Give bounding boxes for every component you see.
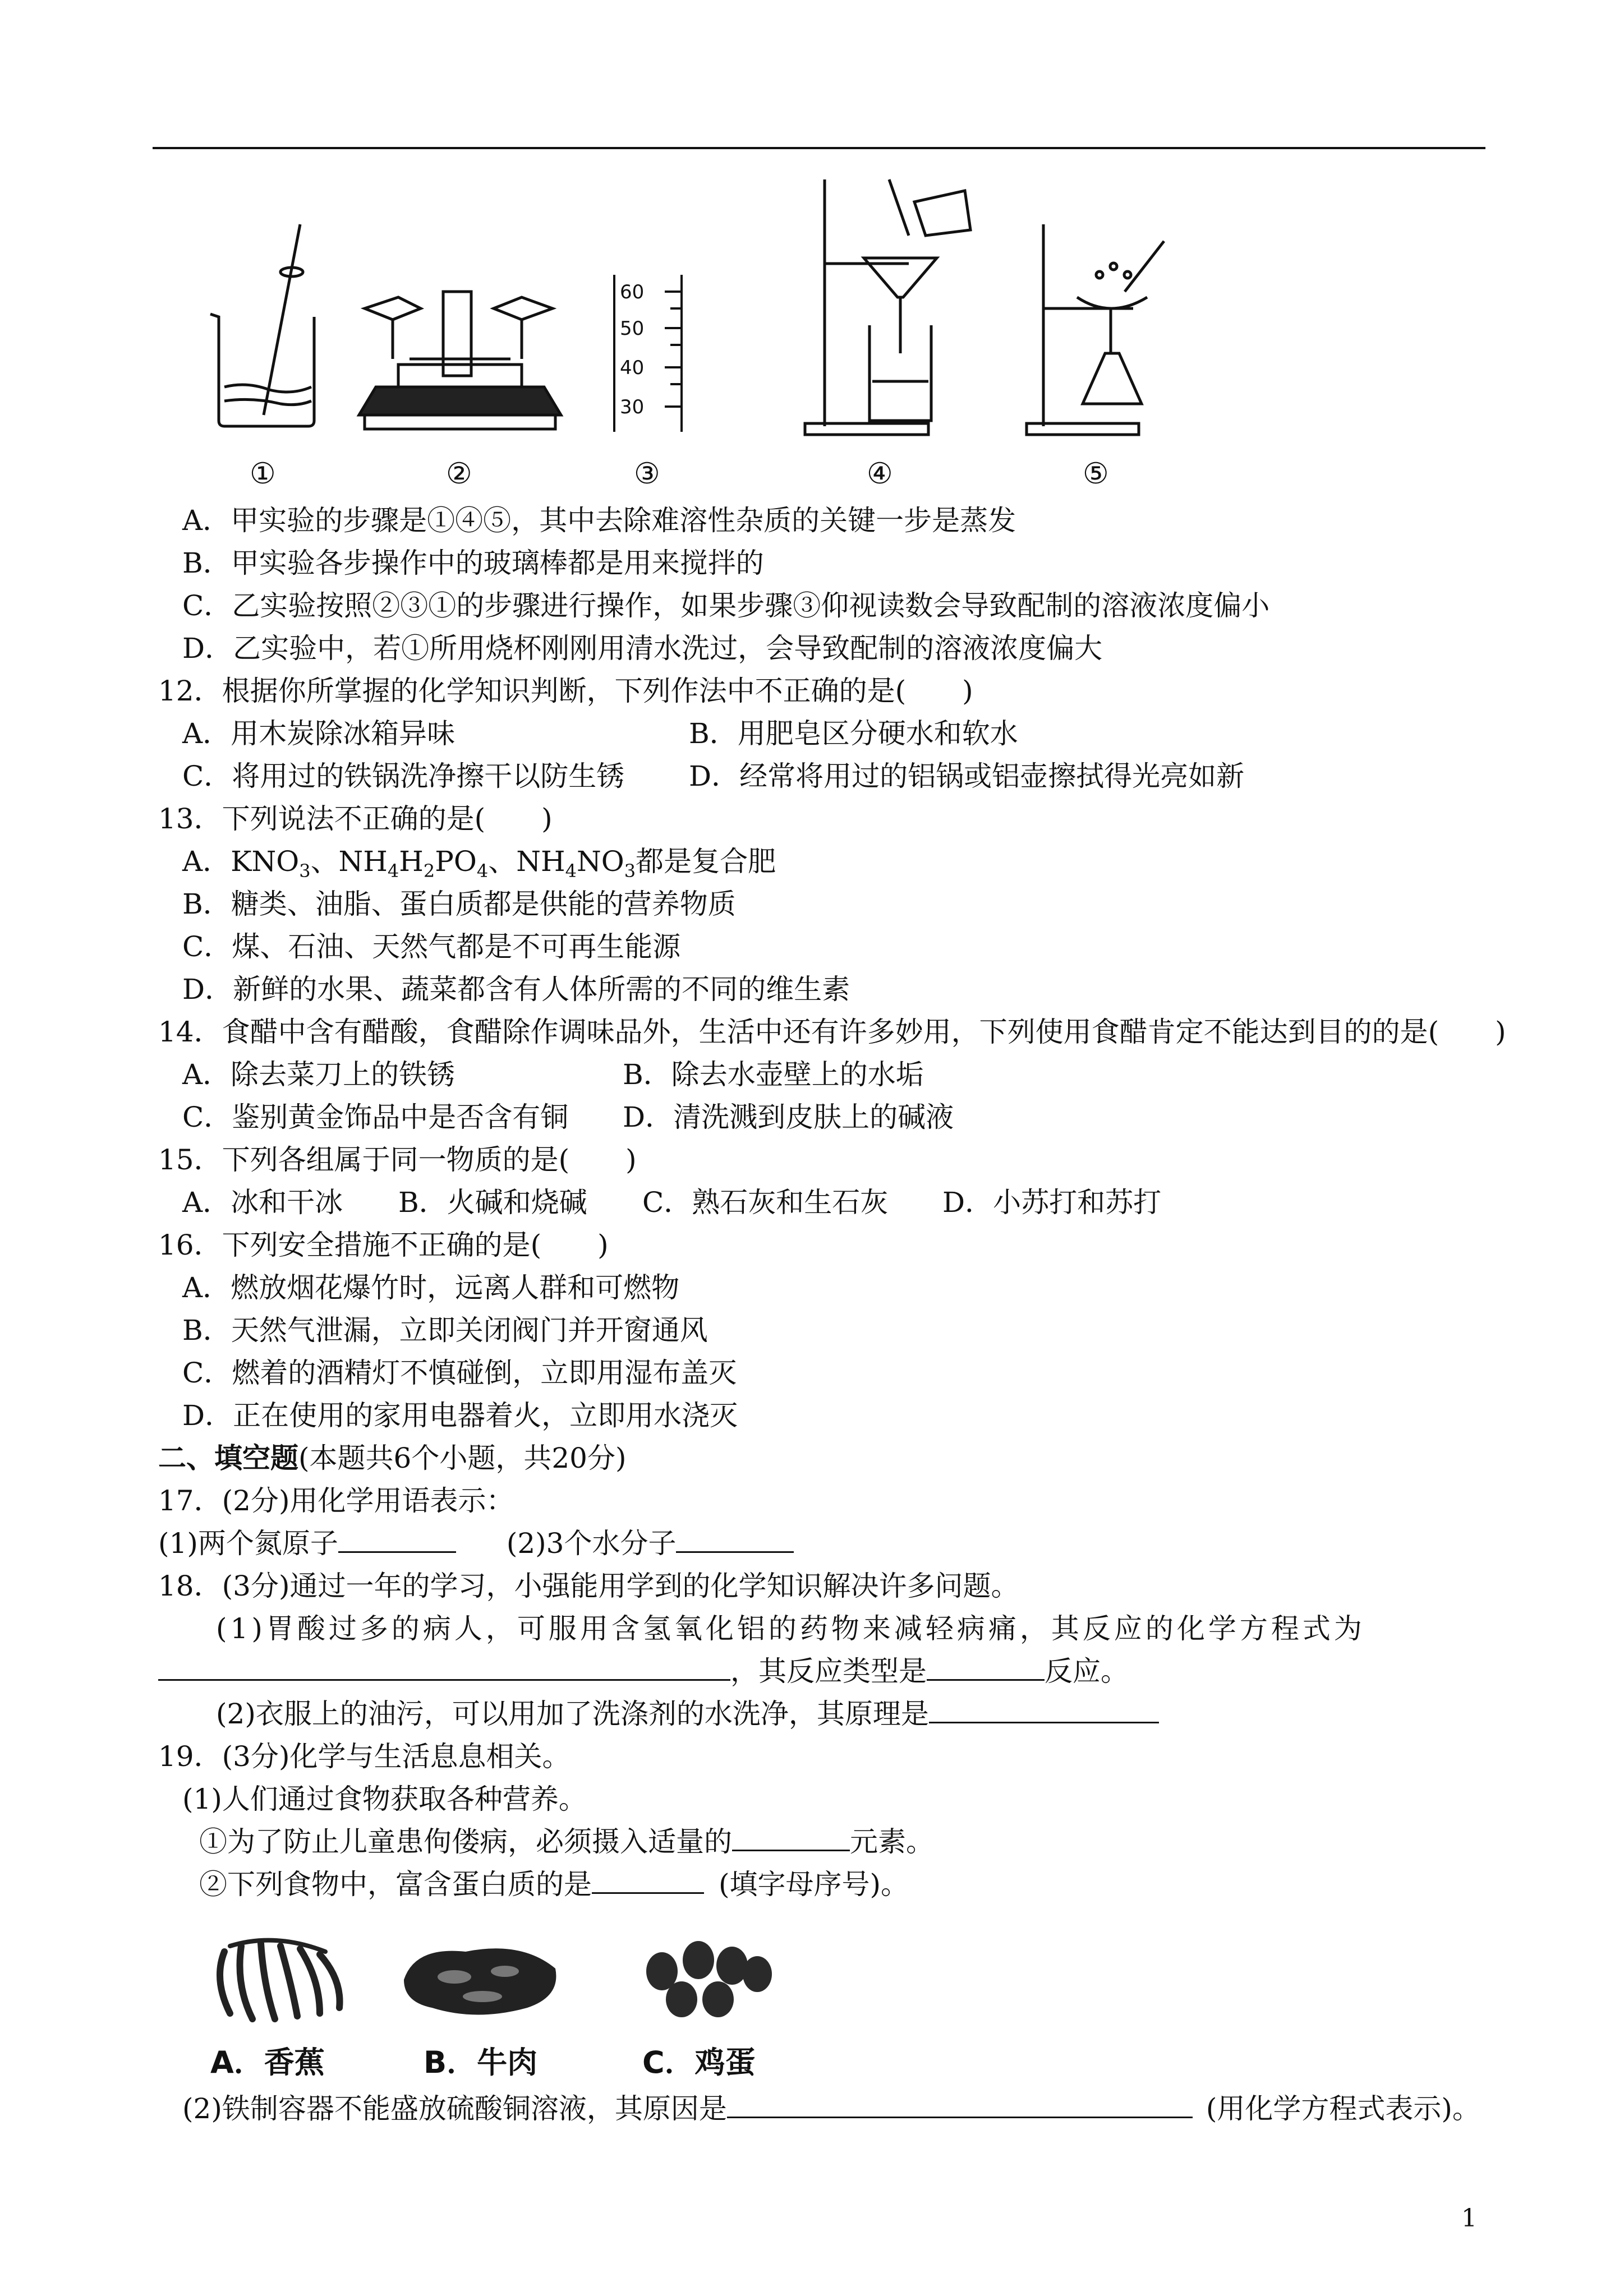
q19-part1: (1)人们通过食物获取各种营养。 [182, 1783, 587, 1815]
q12-option-d: D．经常将用过的铝锅或铝壶擦拭得光亮如新 [689, 760, 1245, 792]
q15-option-d: D．小苏打和苏打 [942, 1186, 1162, 1219]
q19-sub2: ②下列食物中，富含蛋白质的是 (填字母序号)。 [199, 1868, 909, 1901]
q15-option-a: A．冰和干冰 [182, 1186, 343, 1219]
q11-option-a: A．甲实验的步骤是①④⑤，其中去除难溶性杂质的关键一步是蒸发 [182, 504, 1016, 537]
q17-parts: (1)两个氮原子 (2)3个水分子 [158, 1527, 794, 1560]
graduated-cylinder-figure [609, 275, 693, 432]
q13-option-b: B．糖类、油脂、蛋白质都是供能的营养物质 [182, 888, 736, 920]
balance-scale-figure [353, 275, 567, 432]
answer-blank[interactable] [732, 1825, 850, 1851]
answer-blank[interactable] [927, 1654, 1045, 1681]
beaker-stirring-figure [202, 219, 331, 432]
figure-label: ④ [867, 457, 893, 491]
q13-stem: 13．下列说法不正确的是( ) [158, 803, 553, 835]
q15-option-c: C．熟石灰和生石灰 [642, 1186, 889, 1219]
cylinder-tick: 50 [620, 317, 645, 340]
q19-part2: (2)铁制容器不能盛放硫酸铜溶液，其原因是 (用化学方程式表示)。 [182, 2092, 1480, 2125]
answer-blank[interactable] [727, 2092, 1193, 2118]
section-heading: 二、填空题(本题共6个小题，共20分) [158, 1441, 627, 1474]
q11-option-d: D．乙实验中，若①所用烧杯刚刚用清水洗过，会导致配制的溶液浓度偏大 [182, 632, 1103, 665]
figure-label: ③ [634, 457, 660, 491]
q13-option-a: A．$KNO_3$、$NH_4H_2PO_4$、$NH_4NO_3$都是复合肥 [182, 845, 776, 882]
filtration-apparatus-figure [802, 168, 987, 437]
q15-option-b: B．火碱和烧碱 [398, 1186, 587, 1219]
food-label-banana: A．香蕉 [210, 2045, 325, 2080]
egg-image [637, 1932, 777, 2022]
q16-option-b: B．天然气泄漏，立即关闭阀门并开窗通风 [182, 1314, 708, 1347]
figure-label: ⑤ [1083, 457, 1109, 491]
figure-label: ① [250, 457, 276, 491]
q11-option-b: B．甲实验各步操作中的玻璃棒都是用来搅拌的 [182, 547, 764, 579]
food-label-beef: B．牛肉 [424, 2045, 538, 2080]
q13-option-d: D．新鲜的水果、蔬菜都含有人体所需的不同的维生素 [182, 973, 850, 1006]
q13-option-c: C．煤、石油、天然气都是不可再生能源 [182, 930, 681, 963]
q18-part2: (2)衣服上的油污，可以用加了洗涤剂的水洗净，其原理是 [216, 1697, 1159, 1731]
q16-stem: 16．下列安全措施不正确的是( ) [158, 1229, 609, 1261]
q16-option-d: D．正在使用的家用电器着火，立即用水浇灭 [182, 1399, 738, 1432]
q14-option-d: D．清洗溅到皮肤上的碱液 [623, 1101, 954, 1133]
answer-blank[interactable] [338, 1527, 456, 1553]
banana-image [208, 1929, 348, 2025]
evaporation-apparatus-figure [1021, 219, 1184, 437]
q11-option-c: C．乙实验按照②③①的步骤进行操作，如果步骤③仰视读数会导致配制的溶液浓度偏小 [182, 589, 1270, 622]
q12-stem: 12．根据你所掌握的化学知识判断，下列作法中不正确的是( ) [158, 675, 973, 707]
q12-option-b: B．用肥皂区分硬水和软水 [689, 717, 1018, 750]
q14-option-c: C．鉴别黄金饰品中是否含有铜 [182, 1101, 569, 1133]
cylinder-tick: 30 [620, 396, 645, 418]
q12-option-a: A．用木炭除冰箱异味 [182, 717, 456, 750]
beef-image [393, 1929, 567, 2025]
q14-stem: 14．食醋中含有醋酸，食醋除作调味品外，生活中还有许多妙用，下列使用食醋肯定不能达到目的的是( ) [158, 1016, 1506, 1048]
q18-stem: 18．(3分)通过一年的学习，小强能用学到的化学知识解决许多问题。 [158, 1570, 1019, 1602]
header-rule [153, 147, 1485, 149]
figure-label: ② [446, 457, 472, 491]
q16-option-a: A．燃放烟花爆竹时，远离人群和可燃物 [182, 1271, 680, 1304]
answer-blank[interactable] [676, 1527, 794, 1553]
cylinder-tick: 60 [620, 281, 645, 303]
q14-option-b: B．除去水壶壁上的水垢 [623, 1058, 924, 1091]
q17-stem: 17．(2分)用化学用语表示： [158, 1484, 514, 1517]
cylinder-tick: 40 [620, 357, 645, 379]
q18-part1-answer: ，其反应类型是 反应。 [158, 1654, 1129, 1688]
answer-blank[interactable] [929, 1697, 1159, 1723]
q14-option-a: A．除去菜刀上的铁锈 [182, 1058, 456, 1091]
page-number: 1 [1461, 2204, 1477, 2233]
q12-option-c: C．将用过的铁锅洗净擦干以防生锈 [182, 760, 625, 792]
q19-stem: 19．(3分)化学与生活息息相关。 [158, 1740, 571, 1773]
food-label-egg: C．鸡蛋 [642, 2045, 756, 2080]
q15-stem: 15．下列各组属于同一物质的是( ) [158, 1144, 637, 1176]
q16-option-c: C．燃着的酒精灯不慎碰倒，立即用湿布盖灭 [182, 1357, 737, 1389]
answer-blank[interactable] [592, 1868, 704, 1894]
answer-blank[interactable] [158, 1654, 730, 1681]
q19-sub1: ①为了防止儿童患佝偻病，必须摄入适量的 元素。 [199, 1825, 934, 1858]
q18-part1: (1)胃酸过多的病人，可服用含氢氧化铝的药物来减轻病痛，其反应的化学方程式为 [216, 1612, 1365, 1645]
